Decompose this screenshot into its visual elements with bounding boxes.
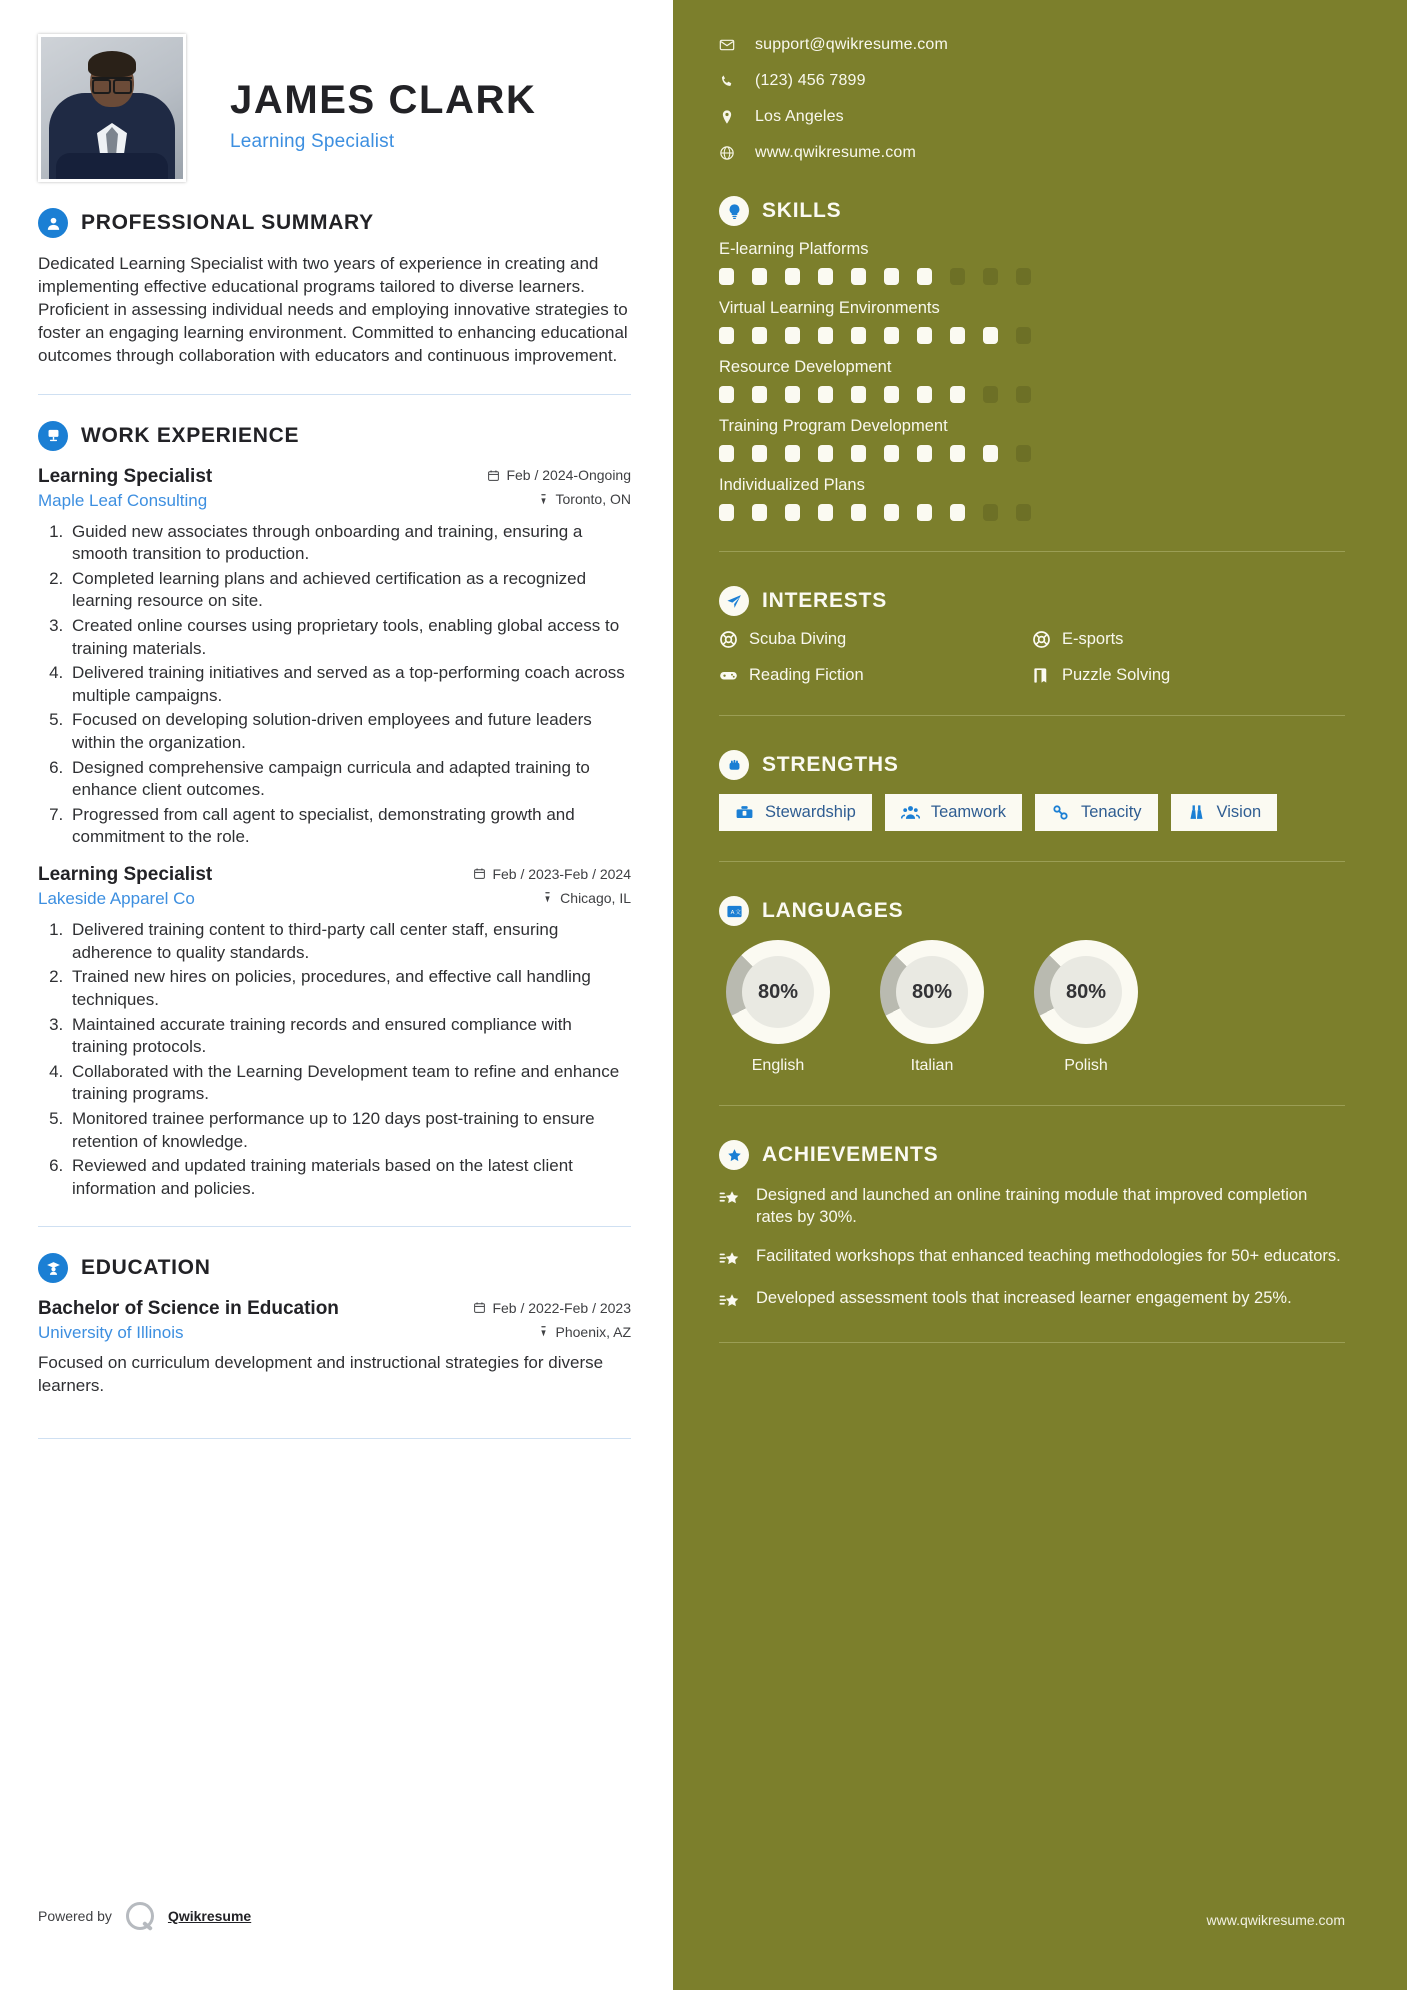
skill-level-dot — [785, 445, 800, 462]
job-bullet: 1. Delivered training content to third-party call center staff, ensuring adherence to quality standards. — [68, 919, 631, 964]
interest-label: E-sports — [1062, 630, 1124, 648]
language-percent: 80% — [1050, 956, 1122, 1028]
strength-chip[interactable] — [719, 794, 872, 831]
section-title: ACHIEVEMENTS — [762, 1143, 939, 1166]
interest-item — [719, 630, 1032, 649]
skill-name: Resource Development — [719, 358, 892, 376]
job-location: Chicago, IL — [541, 890, 631, 906]
skill-level-dot — [983, 386, 998, 403]
interest-label: Reading Fiction — [749, 666, 864, 684]
language-percent: 80% — [896, 956, 968, 1028]
job-date: Feb / 2024-Ongoing — [487, 467, 631, 483]
skill-level-dot — [752, 327, 767, 344]
strength-label: Tenacity — [1081, 803, 1142, 821]
contact-text: support@qwikresume.com — [755, 36, 948, 53]
job-title: Learning Specialist — [38, 465, 213, 487]
language-percent: 80% — [742, 956, 814, 1028]
skill-level-dot — [983, 327, 998, 344]
skill-level-dot — [1016, 268, 1031, 285]
school-name: University of Illinois — [38, 1323, 184, 1343]
strength-chip[interactable] — [885, 794, 1022, 831]
section-education — [38, 1253, 631, 1398]
link-chain-icon — [1051, 803, 1070, 822]
job-title: Learning Specialist — [38, 864, 213, 886]
calendar-icon — [487, 469, 500, 482]
strength-chip[interactable] — [1035, 794, 1158, 831]
achievement-list — [719, 1184, 1345, 1312]
achievement-text: Facilitated workshops that enhanced teaching methodologies for 50+ educators. — [756, 1247, 1341, 1266]
skill-level-dot — [719, 504, 734, 521]
achievement-text: Designed and launched an online training module that improved completion rates by 30%. — [756, 1186, 1308, 1227]
skill-level-dot — [851, 386, 866, 403]
section-header — [38, 1253, 631, 1283]
skill-level-dot — [719, 445, 734, 462]
job-date: Feb / 2023-Feb / 2024 — [473, 866, 631, 882]
education-date: Feb / 2022-Feb / 2023 — [473, 1300, 631, 1316]
candidate-role: Learning Specialist — [230, 131, 395, 152]
skill-level-dot — [818, 504, 833, 521]
section-languages — [719, 896, 1345, 1075]
divider — [719, 715, 1345, 716]
achievement-star-icon — [719, 1248, 741, 1270]
job-bullet: 2. Trained new hires on policies, procedures, and effective call handling techniques. — [68, 966, 631, 1011]
education-location: Phoenix, AZ — [537, 1324, 632, 1340]
contact-row[interactable] — [719, 36, 1345, 54]
skill-level-dot — [851, 504, 866, 521]
skill-level-dot — [752, 445, 767, 462]
language-list — [719, 940, 1345, 1075]
skill-level-dot — [818, 268, 833, 285]
contact-row[interactable] — [719, 108, 1345, 126]
skill-level-dot — [884, 504, 899, 521]
lightbulb-icon — [719, 196, 749, 226]
name-block — [230, 34, 537, 153]
strength-label: Teamwork — [930, 803, 1006, 821]
lifebuoy-icon — [1032, 630, 1051, 649]
language-item — [1027, 940, 1145, 1075]
language-progress-ring — [726, 940, 830, 1044]
education-entry — [38, 1298, 631, 1398]
footer-branding — [38, 1902, 251, 1930]
job-bullet: 6. Reviewed and updated training materials based on the latest client information and policies. — [68, 1155, 631, 1200]
section-professional-summary — [38, 208, 631, 368]
language-name: Italian — [910, 1057, 954, 1074]
skill-level-dot — [719, 268, 734, 285]
skill-item — [719, 240, 1345, 285]
skill-level-dot — [884, 327, 899, 344]
lifebuoy-icon — [719, 630, 738, 649]
section-achievements — [719, 1140, 1345, 1312]
interest-list — [719, 630, 1345, 685]
section-title: STRENGTHS — [762, 753, 899, 776]
briefcase-desk-icon — [38, 421, 68, 451]
job-bullet: 7. Progressed from call agent to specialist, demonstrating growth and commitment to the role. — [68, 804, 631, 849]
user-circle-icon — [38, 208, 68, 238]
skill-item — [719, 358, 1345, 403]
skill-level-dot — [884, 268, 899, 285]
svg-text:文: 文 — [734, 909, 741, 916]
job-bullet: 4. Collaborated with the Learning Development team to refine and enhance training programs. — [68, 1061, 631, 1106]
skill-name: Individualized Plans — [719, 476, 865, 494]
skill-level-dot — [818, 327, 833, 344]
interest-item — [1032, 666, 1345, 685]
section-header — [38, 421, 631, 451]
profile-photo — [38, 34, 186, 182]
job-bullet: 3. Created online courses using proprietary tools, enabling global access to training materials. — [68, 615, 631, 660]
skill-level-dot — [752, 386, 767, 403]
achievement-item — [719, 1287, 1345, 1312]
divider — [38, 1438, 631, 1439]
skill-level-dot — [983, 268, 998, 285]
skill-level-dot — [719, 386, 734, 403]
skill-level-dot — [950, 504, 965, 521]
skill-item — [719, 417, 1345, 462]
skill-level-dot — [752, 504, 767, 521]
skill-level-dot — [917, 504, 932, 521]
contact-row[interactable] — [719, 144, 1345, 162]
skill-level-dot — [884, 445, 899, 462]
skill-level-dot — [851, 445, 866, 462]
map-pin-icon — [537, 1325, 550, 1338]
qwikresume-link[interactable]: Qwikresume — [167, 1908, 252, 1924]
contact-list — [719, 36, 1345, 162]
job-bullet: 6. Designed comprehensive campaign curricula and adapted training to enhance client outcomes. — [68, 757, 631, 802]
section-work-experience — [38, 421, 631, 1201]
job-entry — [38, 864, 631, 1200]
skill-name: E-learning Platforms — [719, 240, 869, 258]
language-item — [719, 940, 837, 1075]
skill-level-meter — [719, 504, 1345, 521]
skill-level-dot — [1016, 445, 1031, 462]
job-bullet: 5. Monitored trainee performance up to 120 days post-training to ensure retention of knowledge. — [68, 1108, 631, 1153]
section-interests — [719, 586, 1345, 685]
section-header — [719, 196, 1345, 226]
achievement-star-icon — [719, 1187, 741, 1209]
education-list — [38, 1298, 631, 1398]
interest-label: Scuba Diving — [749, 630, 847, 648]
resume-header — [38, 34, 631, 182]
divider — [719, 861, 1345, 862]
job-bullet: 1. Guided new associates through onboarding and training, ensuring a smooth transition to production. — [68, 521, 631, 566]
email-icon — [719, 37, 735, 53]
job-list — [38, 466, 631, 1201]
calendar-icon — [473, 867, 486, 880]
book-icon — [1032, 666, 1051, 685]
skill-name: Training Program Development — [719, 417, 948, 435]
globe-icon — [719, 145, 735, 161]
paper-plane-icon — [719, 586, 749, 616]
translate-icon — [719, 896, 749, 926]
svg-text:A: A — [730, 909, 734, 916]
graduation-user-icon — [38, 1253, 68, 1283]
map-pin-icon — [537, 493, 550, 506]
skill-level-dot — [785, 268, 800, 285]
section-title: PROFESSIONAL SUMMARY — [81, 211, 374, 234]
interest-item — [1032, 630, 1345, 649]
skill-level-dot — [719, 327, 734, 344]
achievement-item — [719, 1245, 1345, 1270]
powered-by-label: Powered by — [38, 1908, 112, 1924]
candidate-name: JAMES CLARK — [230, 78, 537, 122]
skill-level-dot — [1016, 327, 1031, 344]
skill-level-dot — [1016, 386, 1031, 403]
divider — [719, 1342, 1345, 1343]
skill-level-meter — [719, 445, 1345, 462]
fist-icon — [719, 750, 749, 780]
language-item — [873, 940, 991, 1075]
contact-text: Los Angeles — [755, 108, 844, 125]
skill-level-dot — [851, 327, 866, 344]
skill-level-dot — [950, 327, 965, 344]
star-badge-icon — [719, 1140, 749, 1170]
contact-text: www.qwikresume.com — [755, 144, 916, 161]
section-title: INTERESTS — [762, 589, 888, 612]
skill-list — [719, 240, 1345, 521]
qwikresume-logo-icon — [126, 1902, 154, 1930]
job-location: Toronto, ON — [537, 491, 631, 507]
sidebar-column — [673, 0, 1407, 1990]
interest-item — [719, 666, 1032, 685]
skill-item — [719, 476, 1345, 521]
section-header — [719, 1140, 1345, 1170]
section-title: LANGUAGES — [762, 899, 904, 922]
divider — [38, 394, 631, 395]
skill-level-dot — [983, 504, 998, 521]
section-title: EDUCATION — [81, 1256, 211, 1280]
job-entry — [38, 466, 631, 850]
job-bullet-list — [68, 521, 631, 850]
skill-name: Virtual Learning Environments — [719, 299, 940, 317]
skill-level-dot — [917, 268, 932, 285]
divider — [38, 1226, 631, 1227]
strength-label: Vision — [1216, 803, 1262, 821]
map-pin-icon — [541, 891, 554, 904]
sidebar-footer-url: www.qwikresume.com — [1206, 1912, 1345, 1928]
skill-level-dot — [785, 327, 800, 344]
skill-level-dot — [884, 386, 899, 403]
strength-label: Stewardship — [765, 803, 856, 821]
users-group-icon — [901, 803, 920, 822]
achievement-item — [719, 1184, 1345, 1228]
language-progress-ring — [1034, 940, 1138, 1044]
strength-list — [719, 794, 1345, 831]
section-header — [719, 750, 1345, 780]
skill-level-dot — [785, 386, 800, 403]
section-header — [719, 896, 1345, 926]
job-bullet: 3. Maintained accurate training records and ensured compliance with training protocols. — [68, 1014, 631, 1059]
section-title: SKILLS — [762, 199, 842, 222]
location-pin-icon — [719, 109, 735, 125]
section-title: WORK EXPERIENCE — [81, 423, 300, 447]
job-bullet: 4. Delivered training initiatives and served as a top-performing coach across multiple campaigns. — [68, 662, 631, 707]
skill-level-dot — [1016, 504, 1031, 521]
skill-level-meter — [719, 268, 1345, 285]
skill-level-dot — [950, 386, 965, 403]
skill-level-dot — [785, 504, 800, 521]
skill-level-dot — [818, 386, 833, 403]
skill-level-dot — [917, 327, 932, 344]
skill-level-dot — [950, 445, 965, 462]
job-organization: Lakeside Apparel Co — [38, 889, 195, 909]
education-description: Focused on curriculum development and instructional strategies for diverse learners. — [38, 1353, 604, 1396]
divider — [719, 551, 1345, 552]
toolbox-icon — [735, 803, 754, 822]
skill-level-dot — [917, 445, 932, 462]
summary-text: Dedicated Learning Specialist with two years of experience in creating and implementing effective educational programs tailored to diverse learners. Proficient in assessing individual needs and employing innovative strategies to foster an engaging learning environment. Committed to enhancing educational outcomes through collaboration with educators and continuous improvement. — [38, 254, 628, 366]
binoculars-icon — [1187, 803, 1206, 822]
language-name: Polish — [1064, 1057, 1108, 1074]
language-progress-ring — [880, 940, 984, 1044]
main-column — [0, 0, 673, 1990]
strength-chip[interactable] — [1171, 794, 1278, 831]
achievement-text: Developed assessment tools that increased learner engagement by 25%. — [756, 1289, 1292, 1308]
section-skills — [719, 196, 1345, 521]
skill-level-dot — [818, 445, 833, 462]
job-bullet: 2. Completed learning plans and achieved certification as a recognized learning resource on site. — [68, 568, 631, 613]
skill-level-dot — [983, 445, 998, 462]
skill-level-dot — [950, 268, 965, 285]
gamepad-icon — [719, 666, 738, 685]
skill-level-dot — [851, 268, 866, 285]
job-organization: Maple Leaf Consulting — [38, 490, 208, 510]
language-name: English — [751, 1057, 805, 1074]
skill-level-meter — [719, 327, 1345, 344]
section-header — [719, 586, 1345, 616]
achievement-star-icon — [719, 1290, 741, 1312]
job-bullet-list — [68, 919, 631, 1200]
degree-title: Bachelor of Science in Education — [38, 1298, 339, 1320]
phone-icon — [719, 73, 735, 89]
contact-text: (123) 456 7899 — [755, 72, 866, 89]
interest-label: Puzzle Solving — [1062, 666, 1171, 684]
divider — [719, 1105, 1345, 1106]
contact-row[interactable] — [719, 72, 1345, 90]
section-strengths — [719, 750, 1345, 831]
skill-level-meter — [719, 386, 1345, 403]
section-header — [38, 208, 631, 238]
skill-level-dot — [917, 386, 932, 403]
skill-item — [719, 299, 1345, 344]
skill-level-dot — [752, 268, 767, 285]
calendar-icon — [473, 1301, 486, 1314]
job-bullet: 5. Focused on developing solution-driven employees and future leaders within the organization. — [68, 709, 631, 754]
